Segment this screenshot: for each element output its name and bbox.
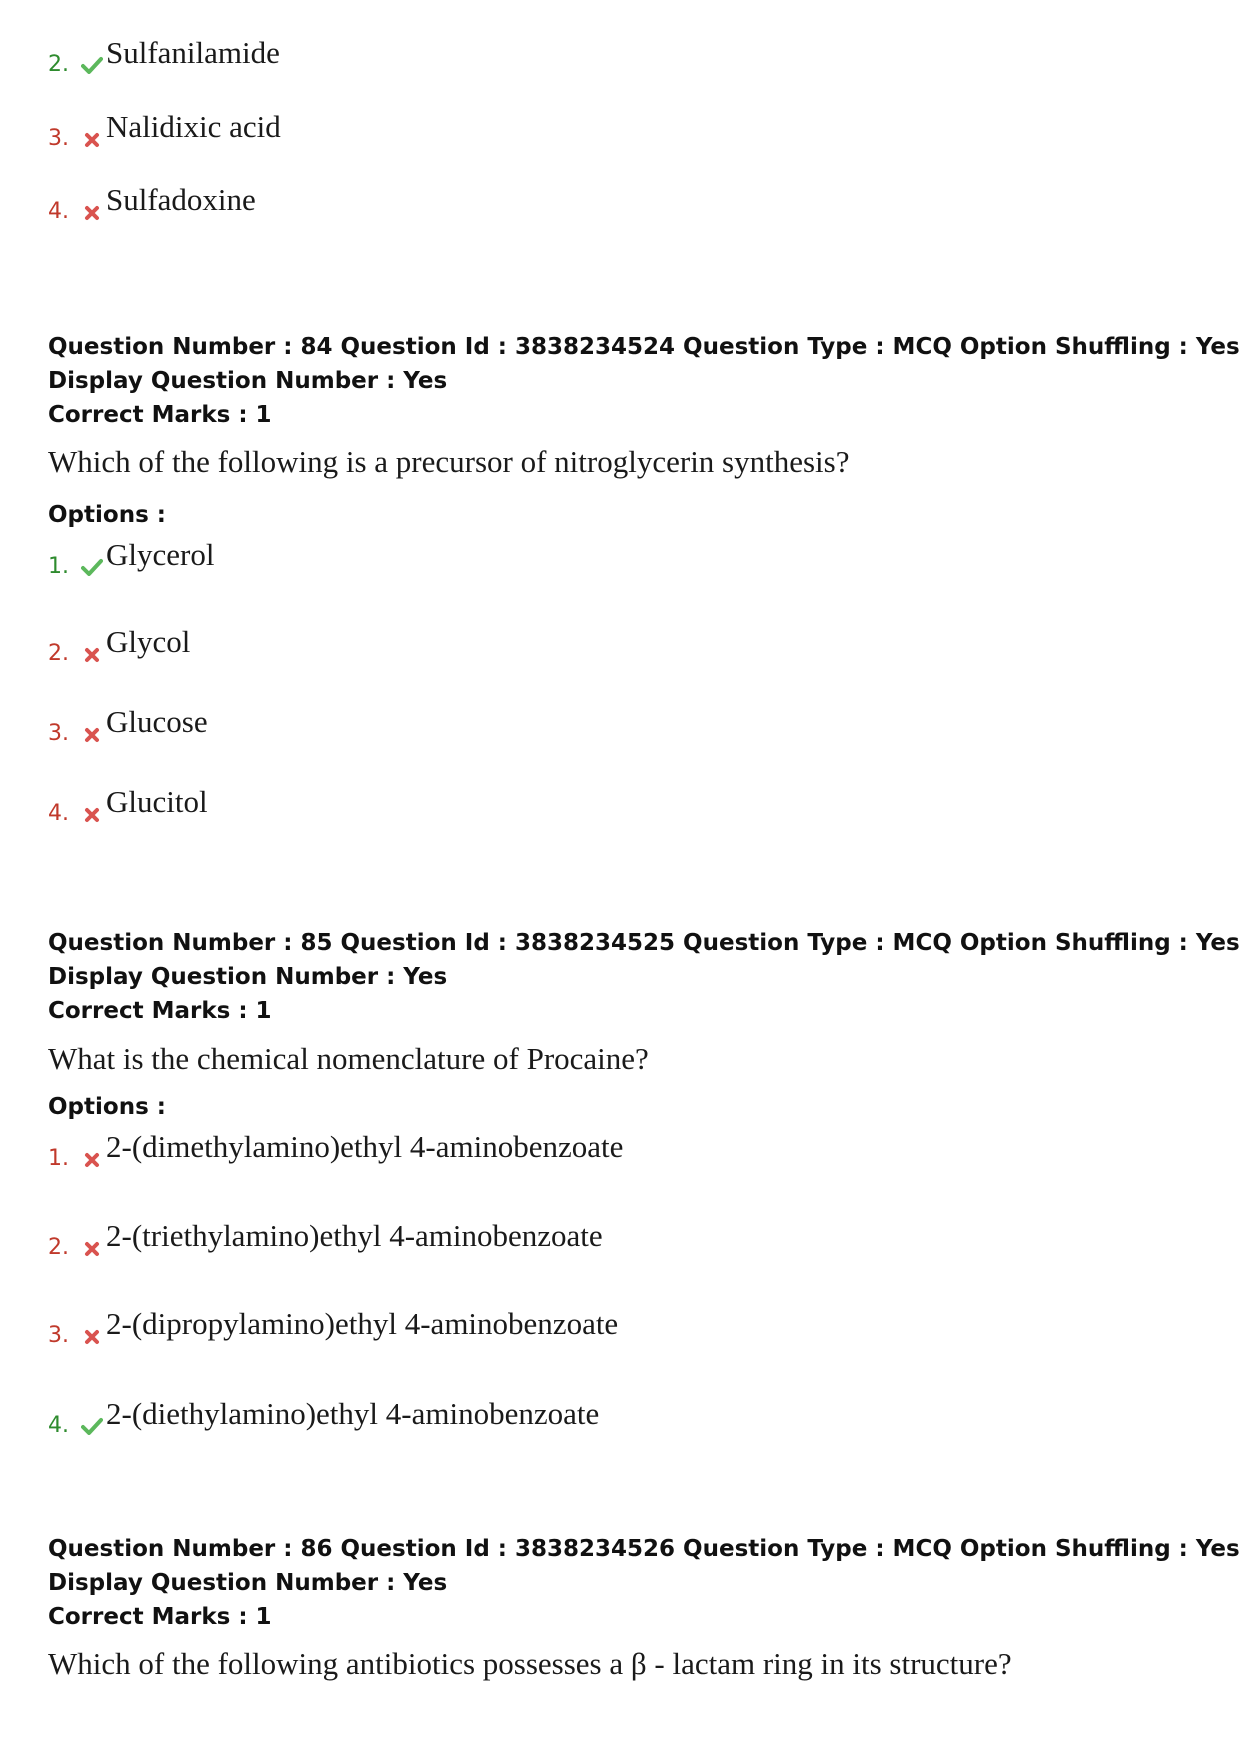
option-number: 1. <box>48 1146 69 1171</box>
option-text: 2-(diethylamino)ethyl 4-aminobenzoate <box>106 1396 600 1431</box>
options-label: Options : <box>48 1094 166 1120</box>
question-meta <box>48 926 1240 1028</box>
option-row <box>48 1297 618 1347</box>
option-text: Glucose <box>106 704 208 739</box>
option-number: 4. <box>48 801 69 826</box>
question-meta <box>48 1532 1240 1634</box>
question-meta-line: Question Number : 86 Question Id : 3838234526 Question Type : MCQ Option Shuffling : Yes <box>48 1536 1240 1562</box>
option-text: Sulfanilamide <box>106 35 280 70</box>
option-row <box>48 695 208 745</box>
cross-icon <box>78 1241 106 1257</box>
cross-icon <box>78 1152 106 1168</box>
question-meta-line: Display Question Number : Yes <box>48 1570 448 1596</box>
cross-icon <box>78 205 106 221</box>
option-text: Glucitol <box>106 784 208 819</box>
cross-icon <box>78 1329 106 1345</box>
correct-marks: Correct Marks : 1 <box>48 998 272 1024</box>
option-number: 3. <box>48 1323 69 1348</box>
question-meta-line: Question Number : 85 Question Id : 3838234525 Question Type : MCQ Option Shuffling : Yes <box>48 930 1240 956</box>
option-number: 3. <box>48 721 69 746</box>
option-text: 2-(dimethylamino)ethyl 4-aminobenzoate <box>106 1129 624 1164</box>
option-text: Sulfadoxine <box>106 182 256 217</box>
option-row <box>48 173 256 223</box>
option-row <box>48 26 280 76</box>
option-row <box>48 775 208 825</box>
option-number: 2. <box>48 52 69 77</box>
question-text: What is the chemical nomenclature of Procaine? <box>48 1041 649 1076</box>
question-text: Which of the following antibiotics possesses a β - lactam ring in its structure? <box>48 1646 1012 1681</box>
question-meta-line: Display Question Number : Yes <box>48 368 448 394</box>
cross-icon <box>78 647 106 663</box>
option-number: 4. <box>48 199 69 224</box>
option-number: 4. <box>48 1413 69 1438</box>
cross-icon <box>78 727 106 743</box>
question-text: Which of the following is a precursor of nitroglycerin synthesis? <box>48 444 850 479</box>
option-row <box>48 1209 603 1259</box>
check-icon <box>78 56 106 74</box>
option-text: 2-(dipropylamino)ethyl 4-aminobenzoate <box>106 1306 619 1341</box>
check-icon <box>78 1417 106 1435</box>
option-row <box>48 615 190 665</box>
option-text: Glycerol <box>106 537 215 572</box>
cross-icon <box>78 132 106 148</box>
option-number: 1. <box>48 554 69 579</box>
options-label: Options : <box>48 502 166 528</box>
cross-icon <box>78 807 106 823</box>
correct-marks: Correct Marks : 1 <box>48 1604 272 1630</box>
question-meta-line: Display Question Number : Yes <box>48 964 448 990</box>
option-text: 2-(triethylamino)ethyl 4-aminobenzoate <box>106 1218 603 1253</box>
option-text: Nalidixic acid <box>106 109 281 144</box>
option-number: 2. <box>48 641 69 666</box>
option-number: 2. <box>48 1235 69 1260</box>
question-meta <box>48 330 1240 432</box>
option-number: 3. <box>48 126 69 151</box>
option-row <box>48 100 281 150</box>
option-row <box>48 528 214 578</box>
option-text: Glycol <box>106 624 191 659</box>
check-icon <box>78 558 106 576</box>
question-meta-line: Question Number : 84 Question Id : 3838234524 Question Type : MCQ Option Shuffling : Yes <box>48 334 1240 360</box>
option-row <box>48 1387 599 1437</box>
correct-marks: Correct Marks : 1 <box>48 402 272 428</box>
option-row <box>48 1120 623 1170</box>
